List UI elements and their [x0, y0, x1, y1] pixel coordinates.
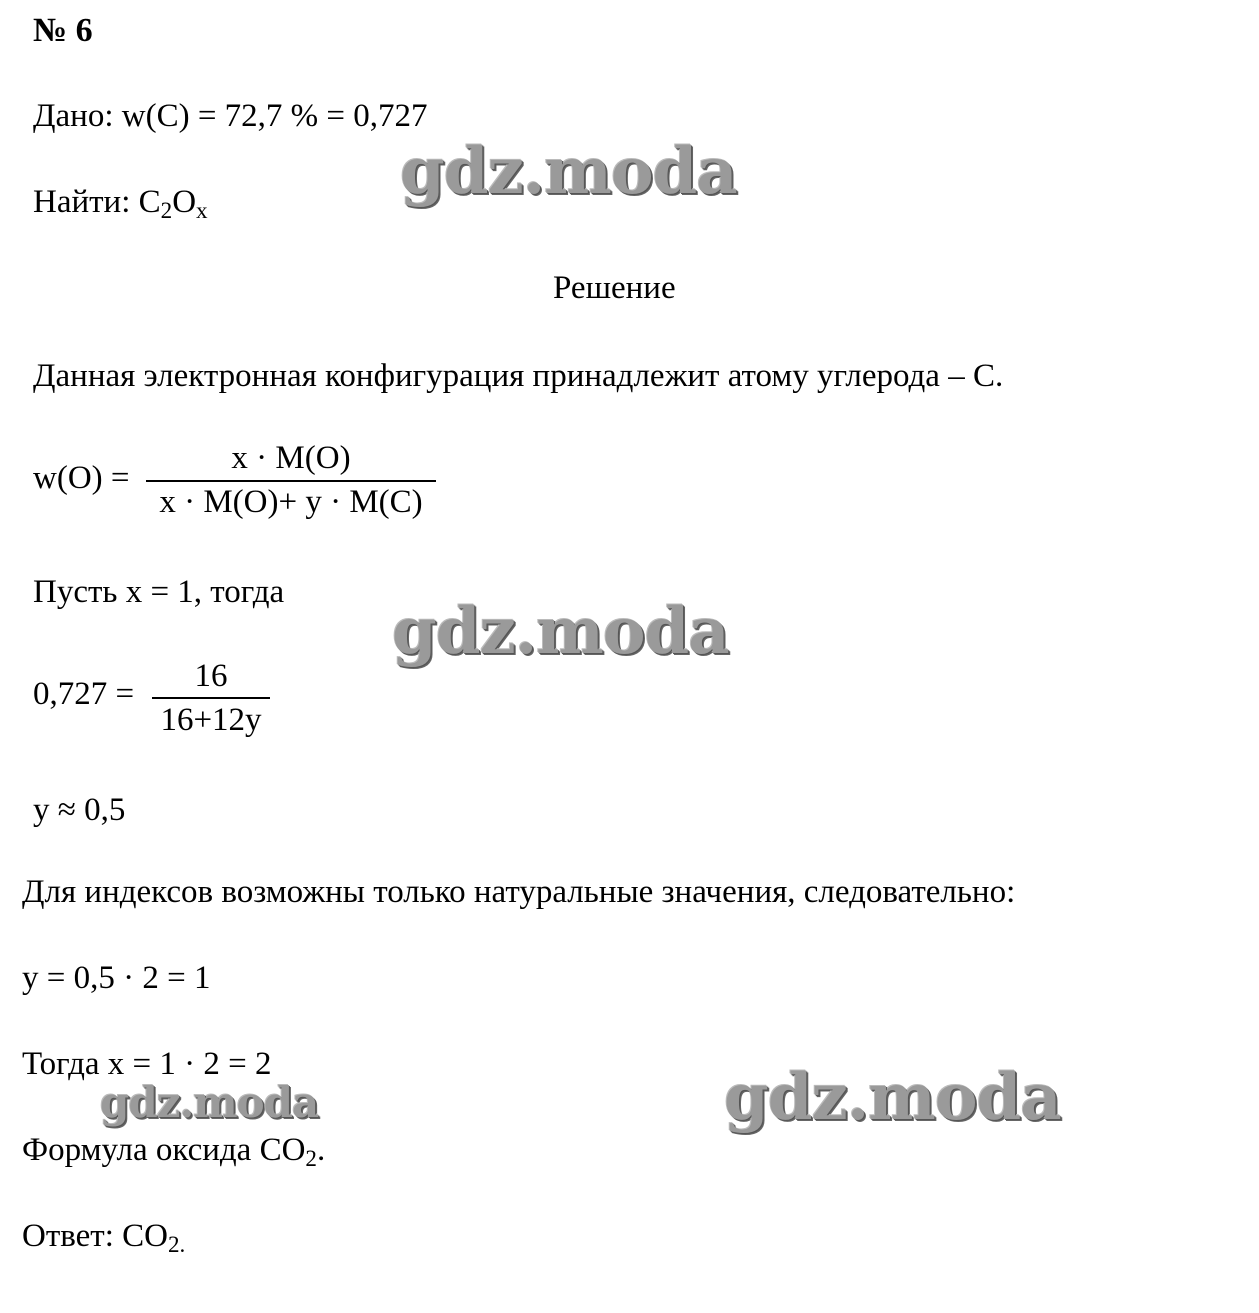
problem-number: № 6	[33, 12, 93, 49]
x-value-line: Тогда x = 1 · 2 = 2	[22, 1046, 272, 1082]
equation-fraction	[152, 658, 270, 738]
find-label: Найти:	[33, 184, 139, 220]
solution-heading: Решение	[553, 270, 676, 306]
formula-wo-lhs: w(O) =	[33, 460, 130, 496]
find-c-sub: 2	[160, 196, 173, 223]
equation-lhs: 0,727 =	[33, 676, 135, 712]
equation-denominator: 16+12y	[160, 702, 262, 738]
y-value-line: y = 0,5 · 2 = 1	[22, 960, 211, 996]
formula-wo-fraction	[146, 440, 436, 520]
y-approx-line: y ≈ 0,5	[33, 792, 126, 828]
oxide-formula-text: Формула оксида CO	[22, 1132, 306, 1168]
answer-sub: 2.	[167, 1230, 186, 1257]
watermark-logo: gdz.moda	[392, 594, 729, 669]
given-line	[33, 100, 428, 133]
oxide-formula-line	[22, 1132, 326, 1171]
let-line: Пусть x = 1, тогда	[33, 574, 285, 610]
find-o: O	[172, 184, 197, 220]
natural-values-line: Для индексов возможны только натуральные значения, следовательно:	[22, 874, 1016, 910]
oxide-formula-tail: .	[316, 1132, 326, 1168]
formula-wo-denominator: x · M(O)+ y · M(C)	[159, 484, 423, 520]
given-label: Дано:	[33, 98, 122, 134]
find-o-sub: x	[196, 196, 208, 223]
answer-text: Ответ: CO	[22, 1218, 168, 1254]
oxide-formula-sub: 2	[305, 1144, 317, 1171]
fraction-bar	[146, 480, 436, 482]
watermark-logo: gdz.moda	[100, 1078, 319, 1127]
formula-wo-numerator: x · M(O)	[231, 440, 351, 476]
watermark-logo: gdz.moda	[400, 134, 737, 209]
given-text: w(C) = 72,7 % = 0,727	[121, 98, 428, 134]
find-c: C	[138, 184, 161, 220]
fraction-bar	[152, 697, 270, 699]
watermark-logo: gdz.moda	[724, 1060, 1061, 1135]
equation-numerator: 16	[194, 658, 228, 694]
find-line	[33, 184, 208, 223]
answer-line	[22, 1218, 186, 1257]
config-line: Данная электронная конфигурация принадлежит атому углерода – C.	[33, 358, 1004, 394]
